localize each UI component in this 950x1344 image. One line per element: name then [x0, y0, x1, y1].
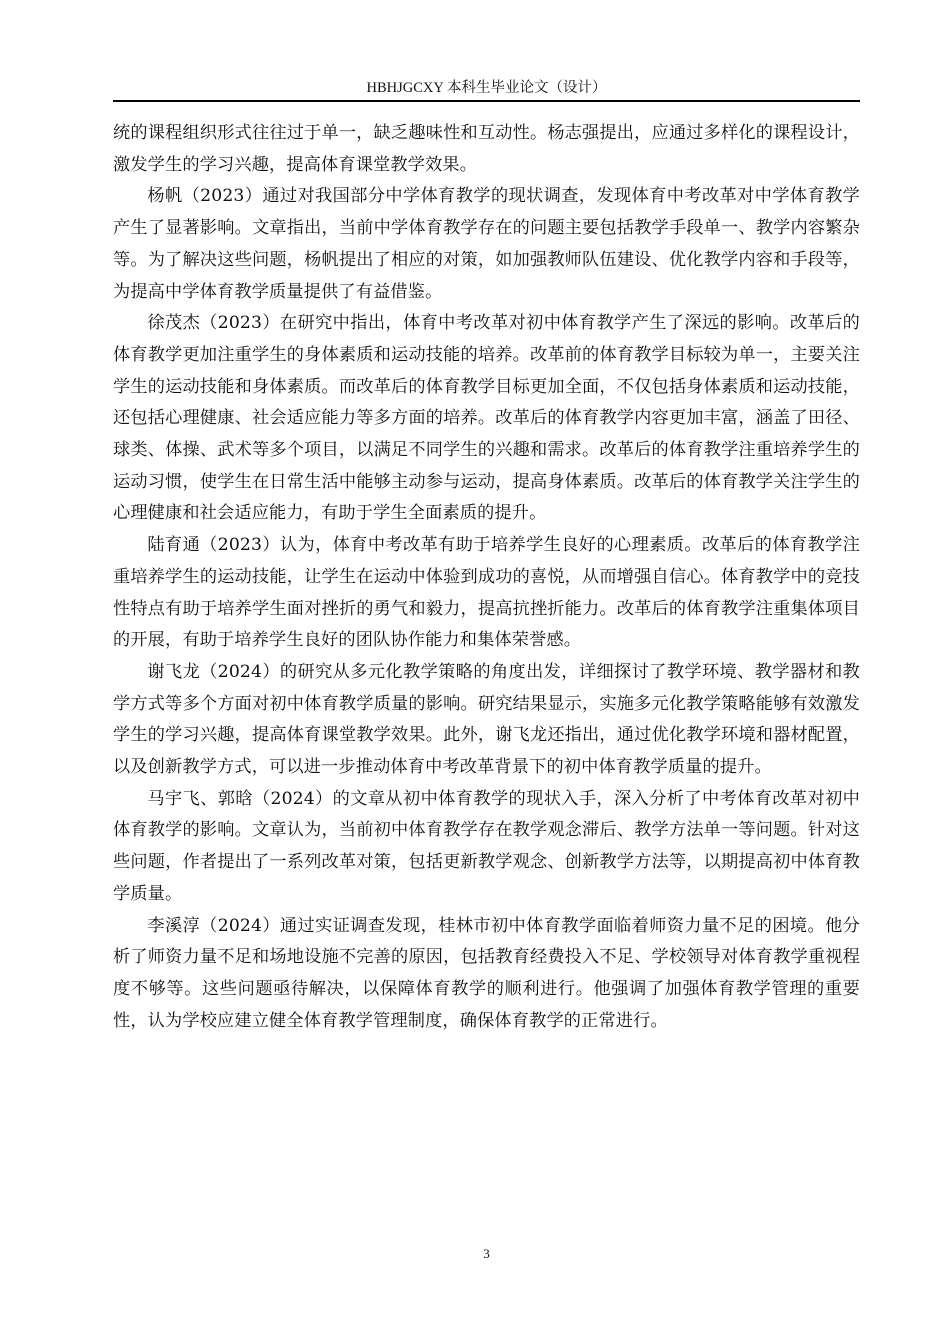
header-divider	[113, 100, 860, 102]
paragraph-lu-yutong: 陆育通（2023）认为，体育中考改革有助于培养学生良好的心理素质。改革后的体育教学注重培养学生的运动技能，让学生在运动中体验到成功的喜悦，从而增强自信心。体育教学中的竞技性特点有助于培养学生面对挫折的勇气和毅力，提高抗挫折能力。改革后的体育教学注重集体项目的开展，有助于培养学生良好的团队协作能力和集体荣誉感。	[113, 535, 860, 651]
paragraph-continuation: 统的课程组织形式往往过于单一，缺乏趣味性和互动性。杨志强提出，应通过多样化的课程设计，激发学生的学习兴趣，提高体育课堂教学效果。	[113, 123, 860, 175]
page-header-title: HBHJGCXY 本科生毕业论文（设计）	[366, 80, 607, 96]
paragraph-yang-fan: 杨帆（2023）通过对我国部分中学体育教学的现状调查，发现体育中考改革对中学体育教学产生了显著影响。文章指出，当前中学体育教学存在的问题主要包括教学手段单一、教学内容繁杂等。为了解决这些问题，杨帆提出了相应的对策，如加强教师队伍建设、优化教学内容和手段等，为提高中学体育教学质量提供了有益借鉴。	[113, 186, 860, 302]
paragraph-li-xichun: 李溪淳（2024）通过实证调查发现，桂林市初中体育教学面临着师资力量不足的困境。他分析了师资力量不足和场地设施不完善的原因，包括教育经费投入不足、学校领导对体育教学重视程度不够等。这些问题亟待解决，以保障体育教学的顺利进行。他强调了加强体育教学管理的重要性，认为学校应建立健全体育教学管理制度，确保体育教学的正常进行。	[113, 915, 860, 1031]
body-text	[113, 118, 860, 1037]
paragraph-xu-maojie: 徐茂杰（2023）在研究中指出，体育中考改革对初中体育教学产生了深远的影响。改革后的体育教学更加注重学生的身体素质和运动技能的培养。改革前的体育教学目标较为单一，主要关注学生的运动技能和身体素质。而改革后的体育教学目标更加全面，不仅包括身体素质和运动技能，还包括心理健康、社会适应能力等多方面的培养。改革后的体育教学内容更加丰富，涵盖了田径、球类、体操、武术等多个项目，以满足不同学生的兴趣和需求。改革后的体育教学注重培养学生的运动习惯，使学生在日常生活中能够主动参与运动，提高身体素质。改革后的体育教学关注学生的心理健康和社会适应能力，有助于学生全面素质的提升。	[113, 313, 860, 524]
page-number: 3	[483, 1246, 490, 1261]
paragraph-ma-yufei-guo-han: 马宇飞、郭晗（2024）的文章从初中体育教学的现状入手，深入分析了中考体育改革对初中体育教学的影响。文章认为，当前初中体育教学存在教学观念滞后、教学方法单一等问题。针对这些问题，作者提出了一系列改革对策，包括更新教学观念、创新教学方法等，以期提高初中体育教学质量。	[113, 788, 860, 904]
paragraph-xie-feilong: 谢飞龙（2024）的研究从多元化教学策略的角度出发，详细探讨了教学环境、教学器材和教学方式等多个方面对初中体育教学质量的影响。研究结果显示，实施多元化教学策略能够有效激发学生的学习兴趣，提高体育课堂教学效果。此外，谢飞龙还指出，通过优化教学环境和器材配置，以及创新教学方式，可以进一步推动体育中考改革背景下的初中体育教学质量的提升。	[113, 661, 860, 778]
